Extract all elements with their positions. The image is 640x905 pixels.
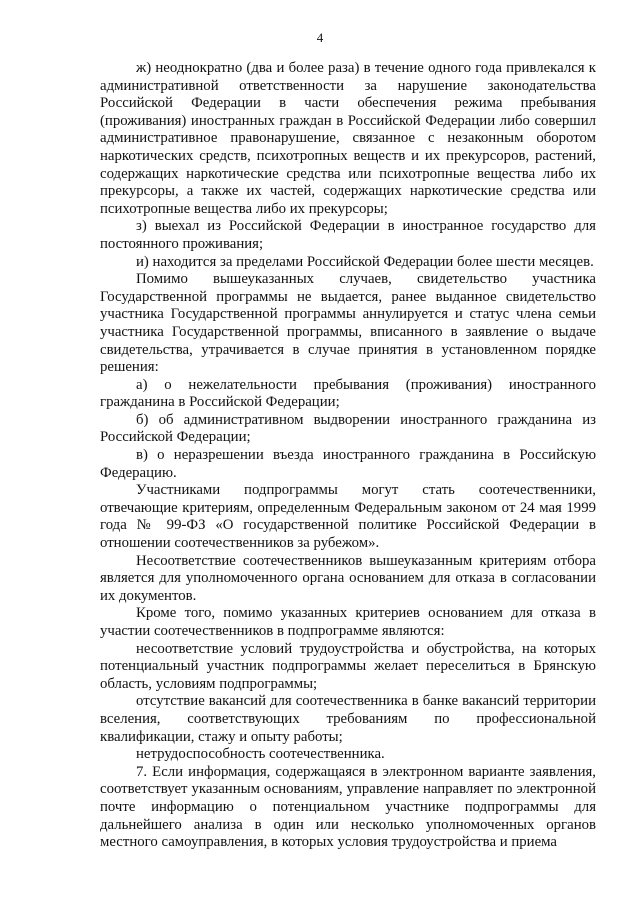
- paragraph-refusal-grounds: Кроме того, помимо указанных критериев основанием для отказа в участии соотечественников в подпрограмме являются:: [100, 605, 596, 639]
- paragraph-disability: нетрудоспособность соотечественника.: [136, 746, 385, 763]
- document-body: [100, 60, 596, 852]
- paragraph-section-7: 7. Если информация, содержащаяся в электронном варианте заявления, соответствует указанным основаниям, управление направляет по электронной почте информацию о потенциальном участнике подпрограммы для дальнейшего анализа в один или несколько уполномоченных органов местного самоуправления, в которых условия трудоустройства и приема: [100, 763, 596, 851]
- paragraph-employment-mismatch: несоответствие условий трудоустройства и обустройства, на которых потенциальный участник подпрограммы желает переселиться в Брянскую область, условиям подпрограммы;: [100, 640, 596, 692]
- paragraph-item-zh: ж) неоднократно (два и более раза) в течение одного года привлекался к административной ответственности за нарушение законодательства Российской Федерации в части обеспечения режима пребывания (проживания) иностранных граждан в Российской Федерации либо совершил административное правонарушение, связанное с незаконным оборотом наркотических средств, психотропных веществ и их прекурсоров, растений, содержащих наркотические средства или психотропные вещества либо их прекурсоры, а также их частей, содержащих наркотические средства или психотропные вещества либо их прекурсоры;: [100, 60, 596, 217]
- paragraph-item-v: в) о неразрешении въезда иностранного гражданина в Российскую Федерацию.: [100, 447, 596, 481]
- paragraph-non-compliance: Несоответствие соотечественников вышеуказанным критериям отбора является для уполномоченного органа основанием для отказа в согласовании их документов.: [100, 552, 596, 604]
- paragraph-item-a: а) о нежелательности пребывания (проживания) иностранного гражданина в Российской Федерации;: [100, 376, 596, 411]
- paragraph-item-i: и) находится за пределами Российской Федерации более шести месяцев.: [136, 253, 594, 270]
- paragraph-no-vacancies: отсутствие вакансий для соотечественника в банке вакансий территории вселения, соответствующих требованиям по профессиональной квалификации, стажу и опыту работы;: [100, 693, 596, 745]
- paragraph-item-b: б) об административном выдворении иностранного гражданина из Российской Федерации;: [100, 411, 596, 446]
- paragraph-additional-cases: Помимо вышеуказанных случаев, свидетельство участника Государственной программы не выдается, ранее выданное свидетельство участника Государственной программы аннулируется и статус члена семьи участника Государственной программы, вписанного в заявление о выдаче свидетельства, утрачивается в случае принятия в установленном порядке решения:: [100, 271, 596, 376]
- paragraph-item-z: з) выехал из Российской Федерации в иностранное государство для постоянного проживания;: [100, 218, 596, 252]
- page-number: 4: [316, 30, 324, 45]
- paragraph-participants: Участниками подпрограммы могут стать соотечественники, отвечающие критериям, определенным Федеральным законом от 24 мая 1999 года № 99-ФЗ «О государственной политике Российской Федерации в отношении соотечественников за рубежом».: [100, 482, 596, 552]
